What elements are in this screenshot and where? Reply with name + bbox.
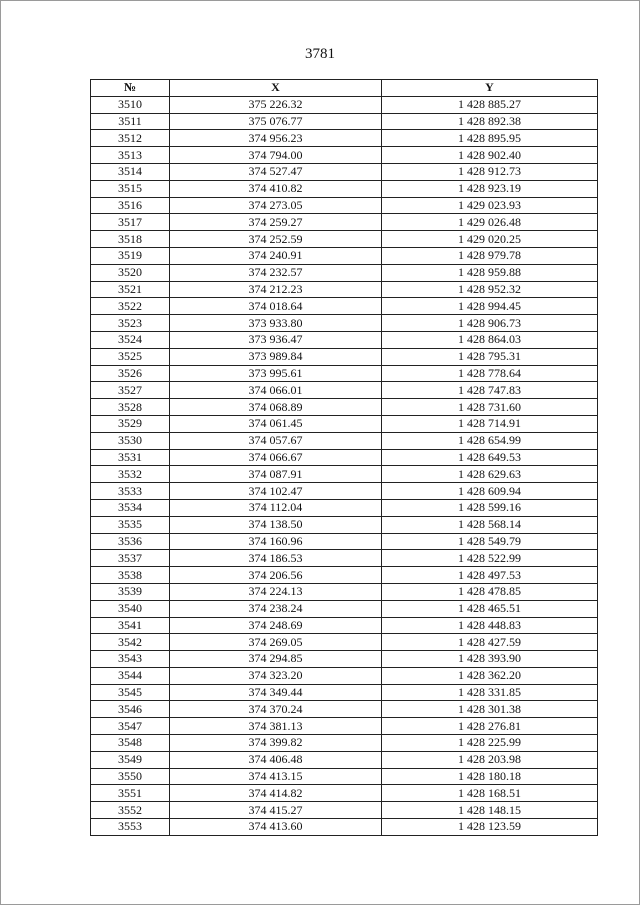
table-row <box>91 785 598 802</box>
table-header-row <box>91 80 598 97</box>
table-row <box>91 550 598 567</box>
cell-y: 1 428 362.20 <box>382 667 598 684</box>
table-row <box>91 331 598 348</box>
table-row <box>91 499 598 516</box>
cell-number: 3512 <box>91 130 170 147</box>
cell-number: 3538 <box>91 567 170 584</box>
cell-x: 374 068.89 <box>170 399 382 416</box>
cell-x: 374 406.48 <box>170 751 382 768</box>
cell-x: 374 212.23 <box>170 281 382 298</box>
page-number: 3781 <box>305 46 335 62</box>
table-row <box>91 802 598 819</box>
cell-number: 3518 <box>91 231 170 248</box>
cell-number: 3523 <box>91 315 170 332</box>
cell-x: 374 323.20 <box>170 667 382 684</box>
cell-x: 374 018.64 <box>170 298 382 315</box>
table-row <box>91 516 598 533</box>
cell-y: 1 429 026.48 <box>382 214 598 231</box>
cell-y: 1 428 885.27 <box>382 96 598 113</box>
cell-number: 3551 <box>91 785 170 802</box>
table-row <box>91 567 598 584</box>
table-row <box>91 667 598 684</box>
cell-y: 1 428 714.91 <box>382 415 598 432</box>
table-row <box>91 466 598 483</box>
table-row <box>91 483 598 500</box>
table-row <box>91 432 598 449</box>
cell-number: 3520 <box>91 264 170 281</box>
cell-y: 1 429 023.93 <box>382 197 598 214</box>
table-row <box>91 735 598 752</box>
cell-x: 374 102.47 <box>170 483 382 500</box>
cell-y: 1 429 020.25 <box>382 231 598 248</box>
cell-y: 1 428 331.85 <box>382 684 598 701</box>
cell-y: 1 428 393.90 <box>382 651 598 668</box>
cell-number: 3550 <box>91 768 170 785</box>
cell-number: 3515 <box>91 180 170 197</box>
cell-number: 3532 <box>91 466 170 483</box>
cell-x: 374 066.67 <box>170 449 382 466</box>
cell-number: 3533 <box>91 483 170 500</box>
cell-number: 3510 <box>91 96 170 113</box>
cell-y: 1 428 778.64 <box>382 365 598 382</box>
cell-number: 3524 <box>91 331 170 348</box>
cell-y: 1 428 448.83 <box>382 617 598 634</box>
column-header-x: X <box>170 80 382 97</box>
table-row <box>91 382 598 399</box>
cell-number: 3543 <box>91 651 170 668</box>
cell-number: 3546 <box>91 701 170 718</box>
cell-y: 1 428 276.81 <box>382 718 598 735</box>
cell-x: 374 410.82 <box>170 180 382 197</box>
cell-y: 1 428 994.45 <box>382 298 598 315</box>
cell-y: 1 428 923.19 <box>382 180 598 197</box>
cell-x: 374 415.27 <box>170 802 382 819</box>
cell-number: 3513 <box>91 147 170 164</box>
table-row <box>91 130 598 147</box>
cell-number: 3534 <box>91 499 170 516</box>
cell-x: 374 087.91 <box>170 466 382 483</box>
table-row <box>91 365 598 382</box>
table-row <box>91 348 598 365</box>
cell-y: 1 428 301.38 <box>382 701 598 718</box>
cell-number: 3553 <box>91 819 170 836</box>
cell-y: 1 428 203.98 <box>382 751 598 768</box>
cell-number: 3531 <box>91 449 170 466</box>
cell-x: 374 269.05 <box>170 634 382 651</box>
cell-y: 1 428 549.79 <box>382 533 598 550</box>
cell-x: 374 956.23 <box>170 130 382 147</box>
table-row <box>91 214 598 231</box>
table-row <box>91 600 598 617</box>
table-row <box>91 113 598 130</box>
cell-number: 3552 <box>91 802 170 819</box>
table-row <box>91 819 598 836</box>
cell-x: 374 206.56 <box>170 567 382 584</box>
cell-x: 374 794.00 <box>170 147 382 164</box>
cell-y: 1 428 427.59 <box>382 634 598 651</box>
table-row <box>91 231 598 248</box>
cell-x: 374 138.50 <box>170 516 382 533</box>
cell-y: 1 428 895.95 <box>382 130 598 147</box>
table-row <box>91 281 598 298</box>
cell-y: 1 428 979.78 <box>382 247 598 264</box>
cell-x: 374 527.47 <box>170 163 382 180</box>
cell-x: 373 989.84 <box>170 348 382 365</box>
cell-number: 3529 <box>91 415 170 432</box>
cell-y: 1 428 497.53 <box>382 567 598 584</box>
cell-y: 1 428 731.60 <box>382 399 598 416</box>
cell-x: 374 160.96 <box>170 533 382 550</box>
cell-number: 3530 <box>91 432 170 449</box>
table-row <box>91 701 598 718</box>
cell-y: 1 428 892.38 <box>382 113 598 130</box>
cell-number: 3511 <box>91 113 170 130</box>
cell-y: 1 428 168.51 <box>382 785 598 802</box>
cell-y: 1 428 609.94 <box>382 483 598 500</box>
table-row <box>91 298 598 315</box>
cell-x: 374 259.27 <box>170 214 382 231</box>
cell-x: 373 936.47 <box>170 331 382 348</box>
cell-y: 1 428 912.73 <box>382 163 598 180</box>
cell-number: 3517 <box>91 214 170 231</box>
coordinates-table <box>90 79 598 836</box>
cell-x: 373 933.80 <box>170 315 382 332</box>
table-row <box>91 264 598 281</box>
table-row <box>91 533 598 550</box>
table-row <box>91 651 598 668</box>
column-header-number: № <box>91 80 170 97</box>
column-header-y: Y <box>382 80 598 97</box>
cell-y: 1 428 225.99 <box>382 735 598 752</box>
cell-y: 1 428 902.40 <box>382 147 598 164</box>
cell-number: 3535 <box>91 516 170 533</box>
cell-x: 374 224.13 <box>170 583 382 600</box>
cell-x: 374 413.15 <box>170 768 382 785</box>
cell-y: 1 428 629.63 <box>382 466 598 483</box>
table-row <box>91 617 598 634</box>
table-row <box>91 449 598 466</box>
cell-number: 3537 <box>91 550 170 567</box>
cell-x: 374 252.59 <box>170 231 382 248</box>
cell-y: 1 428 906.73 <box>382 315 598 332</box>
table-row <box>91 180 598 197</box>
cell-x: 374 413.60 <box>170 819 382 836</box>
cell-y: 1 428 123.59 <box>382 819 598 836</box>
cell-x: 373 995.61 <box>170 365 382 382</box>
cell-number: 3528 <box>91 399 170 416</box>
table-row <box>91 751 598 768</box>
cell-x: 374 232.57 <box>170 264 382 281</box>
table-row <box>91 768 598 785</box>
cell-x: 374 370.24 <box>170 701 382 718</box>
table-row <box>91 247 598 264</box>
cell-y: 1 428 599.16 <box>382 499 598 516</box>
cell-x: 374 248.69 <box>170 617 382 634</box>
cell-number: 3540 <box>91 600 170 617</box>
cell-number: 3536 <box>91 533 170 550</box>
cell-y: 1 428 654.99 <box>382 432 598 449</box>
cell-x: 374 238.24 <box>170 600 382 617</box>
cell-number: 3547 <box>91 718 170 735</box>
table-row <box>91 147 598 164</box>
cell-x: 375 226.32 <box>170 96 382 113</box>
cell-number: 3544 <box>91 667 170 684</box>
cell-x: 374 381.13 <box>170 718 382 735</box>
cell-number: 3522 <box>91 298 170 315</box>
cell-number: 3519 <box>91 247 170 264</box>
table-row <box>91 718 598 735</box>
cell-x: 374 240.91 <box>170 247 382 264</box>
cell-x: 374 061.45 <box>170 415 382 432</box>
cell-y: 1 428 478.85 <box>382 583 598 600</box>
cell-number: 3541 <box>91 617 170 634</box>
cell-x: 375 076.77 <box>170 113 382 130</box>
cell-y: 1 428 795.31 <box>382 348 598 365</box>
table-row <box>91 197 598 214</box>
cell-y: 1 428 952.32 <box>382 281 598 298</box>
cell-x: 374 294.85 <box>170 651 382 668</box>
cell-number: 3542 <box>91 634 170 651</box>
cell-number: 3545 <box>91 684 170 701</box>
cell-y: 1 428 747.83 <box>382 382 598 399</box>
cell-y: 1 428 522.99 <box>382 550 598 567</box>
cell-y: 1 428 148.15 <box>382 802 598 819</box>
table-row <box>91 96 598 113</box>
cell-y: 1 428 959.88 <box>382 264 598 281</box>
cell-x: 374 066.01 <box>170 382 382 399</box>
cell-x: 374 414.82 <box>170 785 382 802</box>
cell-number: 3514 <box>91 163 170 180</box>
cell-x: 374 399.82 <box>170 735 382 752</box>
table-row <box>91 399 598 416</box>
table-row <box>91 415 598 432</box>
cell-number: 3526 <box>91 365 170 382</box>
cell-y: 1 428 180.18 <box>382 768 598 785</box>
table-row <box>91 315 598 332</box>
cell-y: 1 428 465.51 <box>382 600 598 617</box>
cell-y: 1 428 568.14 <box>382 516 598 533</box>
cell-number: 3521 <box>91 281 170 298</box>
cell-number: 3548 <box>91 735 170 752</box>
cell-x: 374 186.53 <box>170 550 382 567</box>
cell-y: 1 428 649.53 <box>382 449 598 466</box>
cell-x: 374 112.04 <box>170 499 382 516</box>
table-row <box>91 684 598 701</box>
cell-number: 3527 <box>91 382 170 399</box>
cell-x: 374 349.44 <box>170 684 382 701</box>
cell-number: 3525 <box>91 348 170 365</box>
cell-number: 3539 <box>91 583 170 600</box>
cell-y: 1 428 864.03 <box>382 331 598 348</box>
cell-x: 374 273.05 <box>170 197 382 214</box>
cell-number: 3549 <box>91 751 170 768</box>
table-row <box>91 163 598 180</box>
cell-number: 3516 <box>91 197 170 214</box>
table-row <box>91 583 598 600</box>
table-row <box>91 634 598 651</box>
cell-x: 374 057.67 <box>170 432 382 449</box>
